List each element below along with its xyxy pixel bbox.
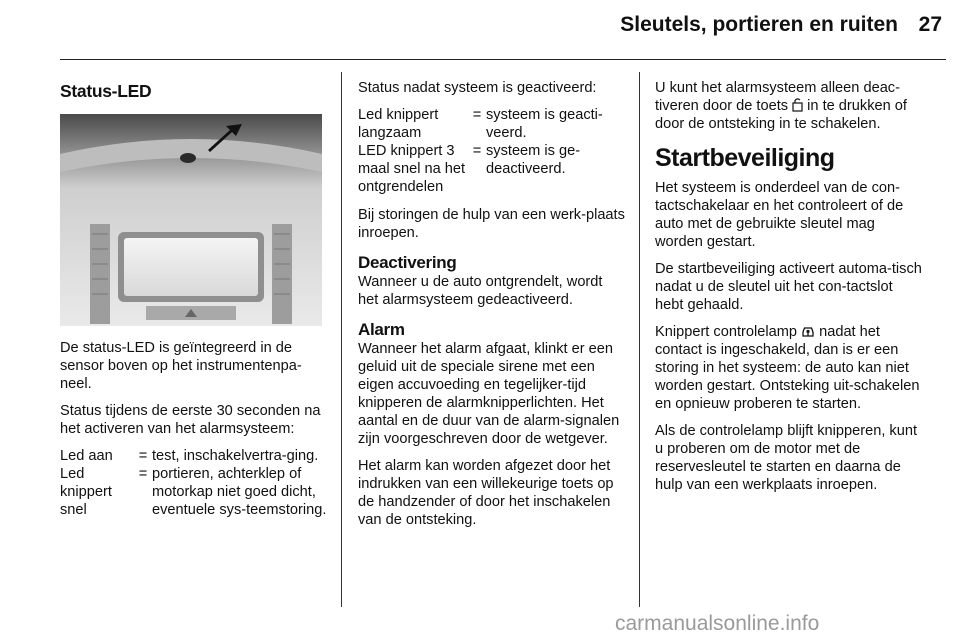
status-table-activated <box>358 106 626 196</box>
row-equals: = <box>138 448 148 464</box>
status-led-intro: De status-LED is geïntegreerd in de sensor boven op het instrumentenpa-neel. <box>60 340 302 392</box>
column-2 <box>358 72 626 538</box>
section-heading-alarm: Alarm <box>358 320 405 339</box>
status-table-initial <box>60 447 328 519</box>
row-value: test, inschakelvertra-ging. <box>152 448 319 464</box>
storing-advice: Bij storingen de hulp van een werk-plaats inroepen. <box>358 207 625 241</box>
alarm-text-1: Wanneer het alarm afgaat, klinkt er een geluid uit de speciale sirene met een eigen accuvoeding en tegelijker-tijd knipperen de alarmknipperlichten. Het aantal en de duur van de alarm-signalen zijn voorgeschreven door de wetgever. <box>358 341 620 447</box>
p3-text-a: Knippert controlelamp <box>655 324 797 340</box>
deactivate-instruction <box>655 79 925 133</box>
row-key: LED knippert 3 maal snel na het ontgrendelen <box>358 143 466 195</box>
page-header-title: Sleutels, portieren en ruiten <box>620 13 898 36</box>
startbeveiliging-p1: Het systeem is onderdeel van de con-tactschakelaar en het controleert of de auto met de gebruikte sleutel mag worden gestart. <box>655 180 904 250</box>
watermark: carmanualsonline.info <box>615 612 820 635</box>
row-key: Led knippert snel <box>60 466 112 518</box>
p3-text-b: nadat het contact is ingeschakeld, dan is er een storing in het systeem: de auto kan niet worden gestart. Ontsteking uit-schakelen en opnieuw proberen te starten. <box>655 324 920 412</box>
table-row <box>358 142 626 196</box>
column-3 <box>655 72 925 503</box>
car-key-warning-icon <box>801 325 815 338</box>
dashboard-photo <box>60 114 322 326</box>
header-rule <box>60 59 946 60</box>
row-value: systeem is ge-deactiveerd. <box>486 143 581 177</box>
table-row <box>358 106 626 142</box>
row-equals: = <box>138 466 148 482</box>
section-heading-status-led: Status-LED <box>60 81 152 101</box>
row-value: portieren, achterklep of motorkap niet goed dicht, eventuele sys-teemstoring. <box>152 466 327 518</box>
page-number: 27 <box>918 13 942 36</box>
startbeveiliging-p4: Als de controlelamp blijft knipperen, kunt u proberen om de motor met de reservesleutel te starten en daarna de hulp van een werkplaats inroepen. <box>655 423 918 493</box>
row-key: Led knippert langzaam <box>358 107 439 141</box>
startbeveiliging-p2: De startbeveiliging activeert automa-tisch nadat u de sleutel uit het con-tactslot hebt gehaald. <box>655 261 922 313</box>
status-lead-first-30s: Status tijdens de eerste 30 seconden na het activeren van het alarmsysteem: <box>60 403 321 437</box>
status-lead-activated: Status nadat systeem is geactiveerd: <box>358 80 597 96</box>
column-divider-1 <box>341 72 342 607</box>
section-heading-startbeveiliging: Startbeveiliging <box>655 144 835 172</box>
unlock-key-icon <box>792 97 803 112</box>
row-equals: = <box>472 107 482 123</box>
row-key: Led aan <box>60 448 113 464</box>
section-heading-deactivering: Deactivering <box>358 253 457 272</box>
deactivate-text-a: U kunt het alarmsysteem alleen deac-tiveren door de toets <box>655 80 900 114</box>
deactivering-text: Wanneer u de auto ontgrendelt, wordt het alarmsysteem gedeactiveerd. <box>358 274 603 308</box>
row-value: systeem is geacti-veerd. <box>486 107 603 141</box>
column-1 <box>60 72 328 523</box>
startbeveiliging-p3 <box>655 323 925 413</box>
table-row <box>60 465 328 519</box>
column-divider-2 <box>639 72 640 607</box>
row-equals: = <box>472 143 482 159</box>
deactivate-text-b: in te drukken of door de ontsteking in te schakelen. <box>655 98 907 132</box>
alarm-text-2: Het alarm kan worden afgezet door het indrukken van een willekeurige toets op de handzender of door het inschakelen van de ontsteking. <box>358 458 614 528</box>
table-row <box>60 447 328 465</box>
